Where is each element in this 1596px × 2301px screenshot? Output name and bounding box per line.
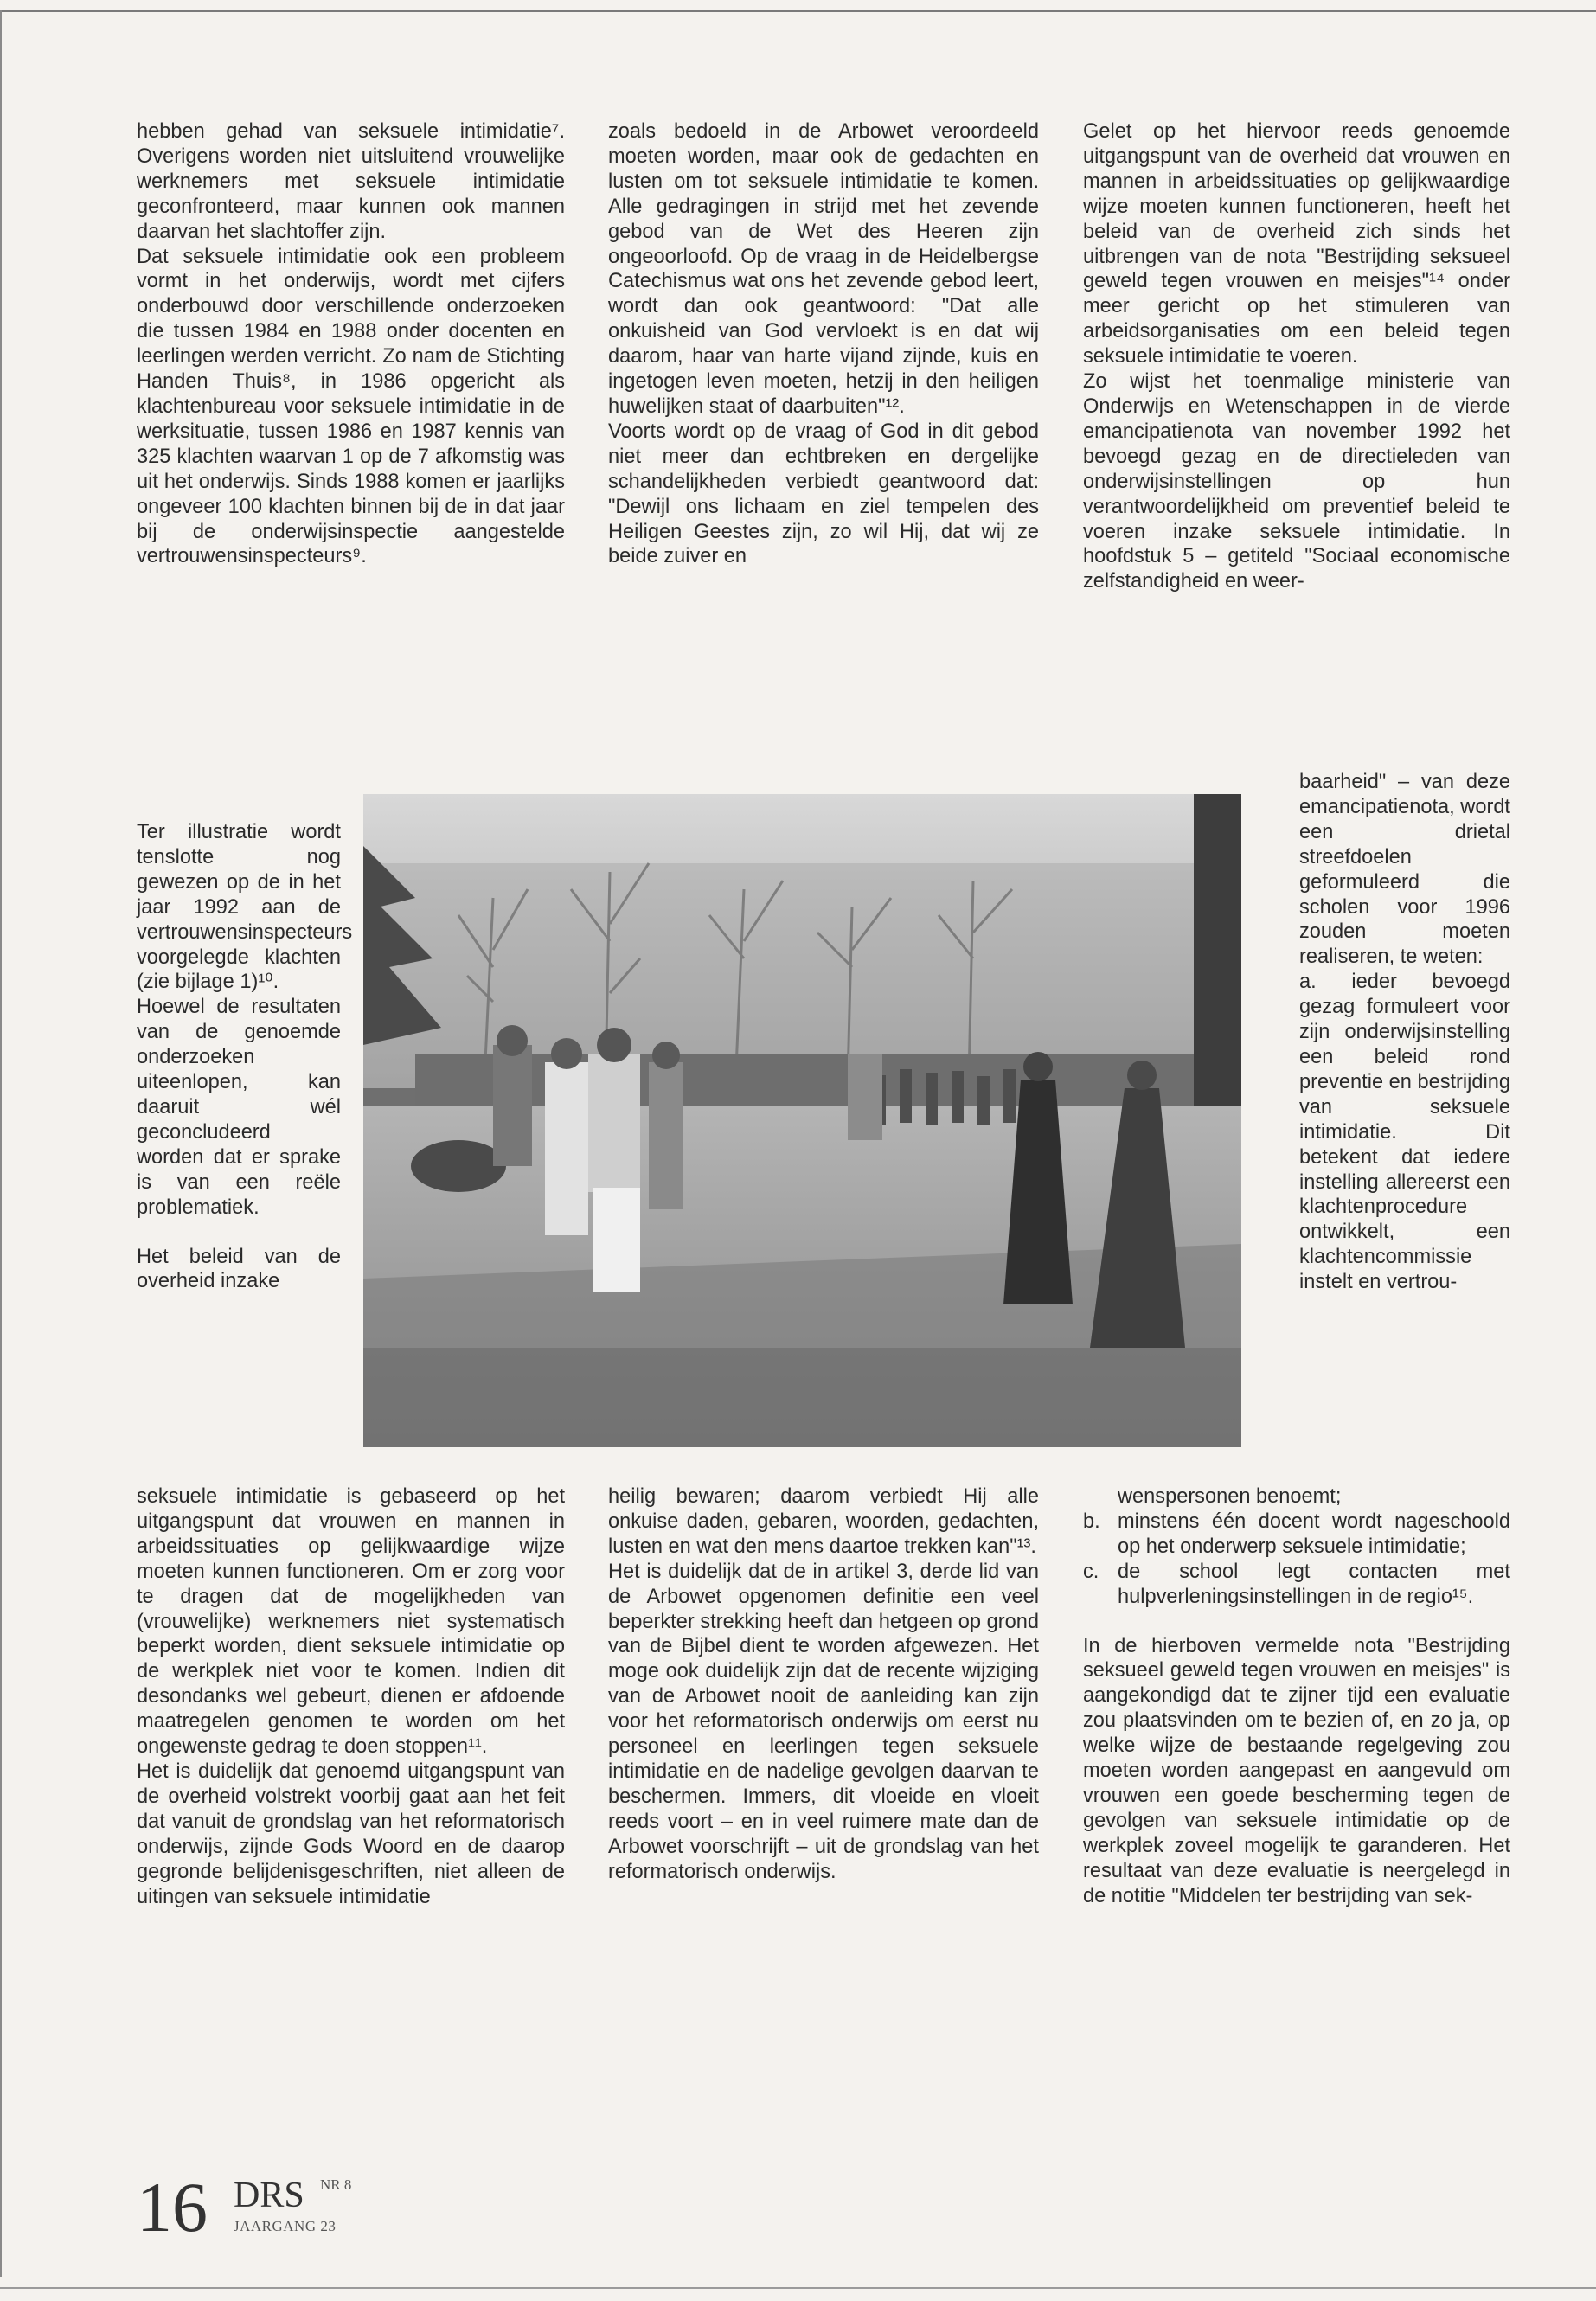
left-column-bottom bbox=[137, 1484, 565, 1909]
paragraph: Gelet op het hiervoor reeds genoemde uitgangspunt van de overheid dat vrouwen en mannen in arbeidssituaties op gelijkwaardige wijze moeten kunnen functioneren, heeft het beleid van de overheid zich sinds het uitbrengen van de nota "Bestrijding seksueel geweld tegen vrouwen en meisjes"¹⁴ onder meer gericht op het stimuleren van arbeidsorganisaties om een beleid tegen seksuele intimidatie te voeren. bbox=[1083, 120, 1510, 369]
issue-number: NR 8 bbox=[320, 2176, 352, 2193]
goal-list bbox=[1083, 1509, 1510, 1610]
left-column-narrow bbox=[137, 820, 353, 1294]
paragraph: Het beleid van de overheid inzake bbox=[137, 1245, 341, 1293]
middle-column-top bbox=[608, 119, 1039, 569]
paragraph: Zo wijst het toenmalige ministerie van Onderwijs en Wetenschappen in de vierde emancipatienota van november 1992 het bevoegd gezag en de directieleden van onderwijsinstellingen op hun verantwoordelijkheid om preventief beleid te voeren inzake seksuele intimidatie. In hoofdstuk 5 – getiteld "Sociaal economische zelfstandigheid en weer- bbox=[1083, 370, 1510, 593]
paragraph: Het is duidelijk dat de in artikel 3, derde lid van de Arbowet opgenomen definitie een veel beperkter strekking heeft dan hetgeen op grond van de Bijbel dient te worden afgewezen. Het moge ook duidelijk zijn dat de recente wijziging van de Arbowet nooit de aanleiding kan zijn voor het reformatorisch onderwijs om eerst nu personeel en leerlingen tegen seksuele intimidatie en de nadelige gevolgen daarvan te beschermen. Immers, dit vloeide en vloeit reeds voort – en in veel ruimere mate dan de Arbowet voorschrijft – uit de grondslag van het reformatorisch onderwijs. bbox=[608, 1560, 1039, 1883]
right-column-bottom bbox=[1083, 1484, 1510, 1909]
bottom-rule bbox=[0, 2287, 1596, 2289]
top-rule bbox=[0, 10, 1596, 12]
paragraph: Ter illustratie wordt tenslotte nog gewezen op de in het jaar 1992 aan de vertrouwensinspecteurs voorgelegde klachten (zie bijlage 1)¹⁰. bbox=[137, 821, 353, 994]
paragraph: Voorts wordt op de vraag of God in dit gebod niet meer dan echtbreken en dergelijke schandelijkheden verbiedt geantwoord dat: "Dewijl ons lichaam en ziel tempelen des Heiligen Geestes zijn, zo wil Hij, dat wij ze beide zuiver en bbox=[608, 420, 1039, 568]
paragraph: zoals bedoeld in de Arbowet veroordeeld moeten worden, maar ook de gedachten en lusten om tot seksuele intimidatie te komen. Alle gedragingen in strijd met het zevende gebod van de Wet des Heeren zijn ongeoorloofd. Op de vraag in de Heidelbergse Catechismus wat ons het zevende gebod leert, wordt dan ook geantwoord: "Dat alle onkuisheid van God vervloekt is en dat wij daarom, haar van harte vijand zijnde, kuis en ingetogen leven moeten, hetzij in den heiligen huwelijken staat of daarbuiten"¹². bbox=[608, 120, 1039, 418]
paragraph: seksuele intimidatie is gebaseerd op het uitgangspunt dat vrouwen en mannen in arbeidssituaties op gelijkwaardige wijze moeten kunnen functioneren. Om er zorg voor te dragen dat de mogelijkheden van (vrouwelijke) werknemers niet systematisch beperkt worden, dient seksuele intimidatie op de werkplek niet voor te komen. Indien dit desondanks wel gebeurt, dienen er afdoende maatregelen genomen te worden om het ongewenste gedrag te doen stoppen¹¹. bbox=[137, 1485, 565, 1759]
paragraph: baarheid" – van deze emancipatienota, wordt een drietal streefdoelen geformuleerd die scholen voor 1996 zouden moeten realiseren, te weten: bbox=[1299, 771, 1510, 969]
paragraph: hebben gehad van seksuele intimidatie⁷. Overigens worden niet uitsluitend vrouwelijke werknemers met seksuele intimidatie geconfronteerd, maar kunnen ook mannen daarvan het slachtoffer zijn. bbox=[137, 120, 565, 243]
list-item: c. de school legt contacten met hulpverleningsinstellingen in de regio¹⁵. bbox=[1083, 1560, 1510, 1608]
middle-column-bottom bbox=[608, 1484, 1039, 1885]
paragraph: a. ieder bevoegd gezag formuleert voor zijn onderwijsinstelling een beleid rond preventie en bestrijding van seksuele intimidatie. Dit betekent dat iedere instelling allereerst een klachtenprocedure ontwikkelt, een klachtencommissie instelt en vertrou- bbox=[1299, 971, 1510, 1294]
list-item: b. minstens één docent wordt nageschoold op het onderwerp seksuele intimidatie; bbox=[1083, 1509, 1510, 1558]
right-column-narrow bbox=[1299, 770, 1510, 1295]
page-number: 16 bbox=[137, 2168, 208, 2247]
left-edge bbox=[0, 10, 2, 2277]
paragraph: Dat seksuele intimidatie ook een probleem vormt in het onderwijs, wordt met cijfers onderbouwd door verschillende onderzoeken die tussen 1984 en 1988 onder docenten en leerlingen werden verricht. Zo nam de Stichting Handen Thuis⁸, in 1986 opgericht als klachtenbureau voor seksuele intimidatie in de werksituatie, tussen 1986 en 1987 kennis van 325 klachten waarvan 1 op de 7 afkomstig was uit het onderwijs. Sinds 1988 komen er jaarlijks ongeveer 100 klachten binnen bij de in dat jaar bij de onderwijsinspectie aangestelde vertrouwensinspecteurs⁹. bbox=[137, 245, 565, 568]
paragraph: Het is duidelijk dat genoemd uitgangspunt van de overheid volstrekt voorbij gaat aan het feit dat vanuit de grondslag van het reformatorisch onderwijs, zijnde Gods Woord en de daarop gegronde belijdenisgeschriften, niet alleen de uitingen van seksuele intimidatie bbox=[137, 1759, 565, 1908]
magazine-title: DRS bbox=[234, 2176, 304, 2215]
paragraph: wenspersonen benoemt; bbox=[1118, 1485, 1342, 1508]
paragraph: heilig bewaren; daarom verbiedt Hij alle onkuise daden, gebaren, woorden, gedachten, lusten en wat den mens daartoe trekken kan"¹³. bbox=[608, 1485, 1039, 1558]
right-column-top bbox=[1083, 119, 1510, 594]
paragraph: Hoewel de resultaten van de genoemde onderzoeken uiteenlopen, kan daaruit wél geconcludeerd worden dat er sprake is van een reële problematiek. bbox=[137, 996, 341, 1219]
paragraph: In de hierboven vermelde nota "Bestrijding seksueel geweld tegen vrouwen en meisjes" is aangekondigd dat te zijner tijd een evaluatie zou plaatsvinden om te bezien of, en zo ja, op welke wijze de bestaande regelgeving zou moeten worden aangepast en aangevuld om vrouwen een goede bescherming tegen de gevolgen van seksuele intimidatie op de werkplek zoveel mogelijk te garanderen. Het resultaat van deze evaluatie is neergelegd in de notitie "Middelen ter bestrijding van sek- bbox=[1083, 1634, 1510, 1907]
left-column-top bbox=[137, 119, 565, 569]
volume-label: JAARGANG 23 bbox=[234, 2218, 337, 2234]
schoolyard-photo bbox=[363, 794, 1241, 1447]
